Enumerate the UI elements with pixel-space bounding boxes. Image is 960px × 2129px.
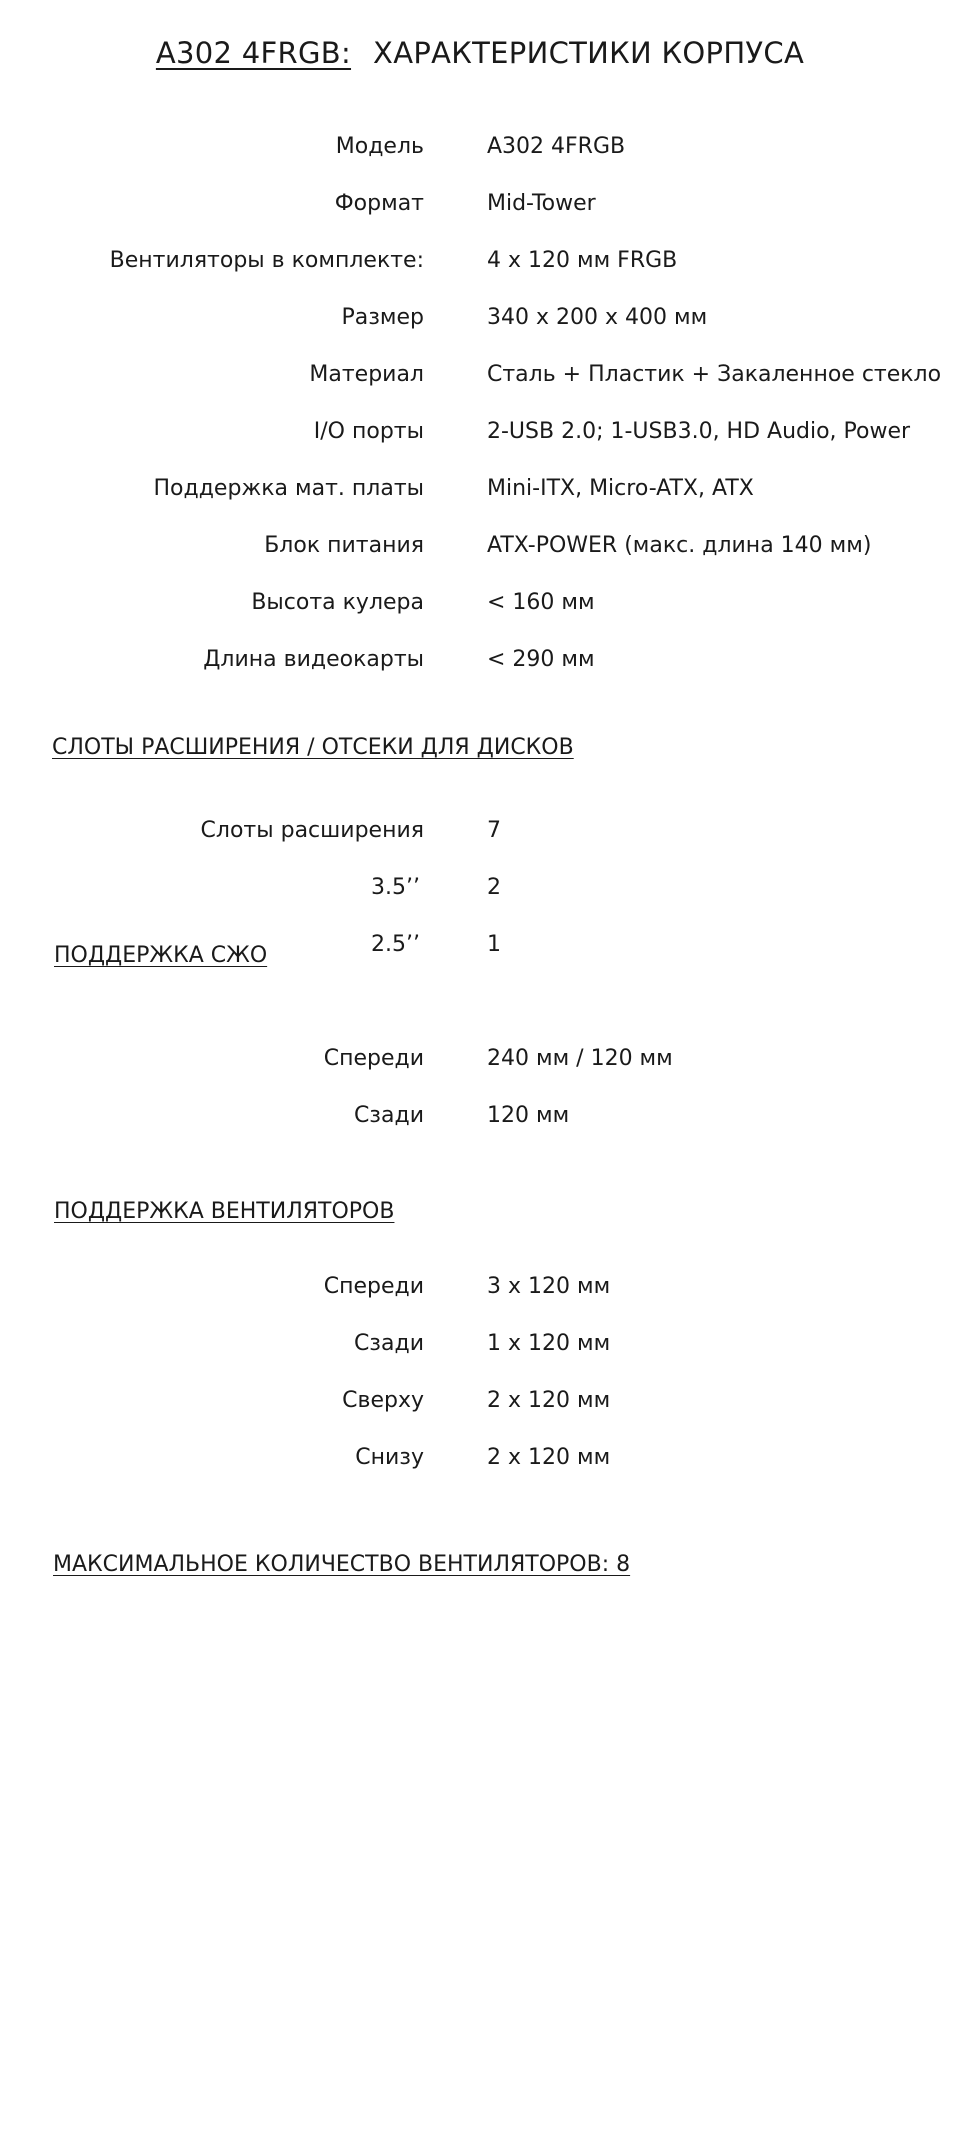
spec-value: A302 4FRGB — [487, 134, 626, 159]
spec-value: 7 — [487, 818, 501, 843]
spec-label: Вентиляторы в комплекте: — [109, 248, 424, 273]
spec-value: 4 x 120 мм FRGB — [487, 248, 678, 273]
spec-label: Спереди — [323, 1046, 424, 1071]
slots-section-heading: СЛОТЫ РАСШИРЕНИЯ / ОТСЕКИ ДЛЯ ДИСКОВ — [52, 735, 574, 760]
aio-row-rear — [0, 1096, 960, 1136]
spec-row-size — [0, 298, 960, 338]
slots-row-expansion — [0, 811, 960, 851]
spec-label: 2.5’’ — [371, 932, 420, 957]
spec-value: 240 мм / 120 мм — [487, 1046, 673, 1071]
spec-row-psu — [0, 526, 960, 566]
spec-value: Сталь + Пластик + Закаленное стекло — [487, 362, 942, 387]
slots-row-35-bays — [0, 868, 960, 908]
spec-value: 120 мм — [487, 1103, 570, 1128]
spec-value: 2 x 120 мм — [487, 1445, 611, 1470]
spec-label: Формат — [334, 191, 424, 216]
spec-label: Поддержка мат. платы — [153, 476, 424, 501]
aio-section-heading: ПОДДЕРЖКА СЖО — [54, 943, 268, 968]
spec-label: Спереди — [323, 1274, 424, 1299]
spec-value: Mid-Tower — [487, 191, 596, 216]
spec-label: I/O порты — [313, 419, 424, 444]
spec-row-model — [0, 127, 960, 167]
spec-label: Модель — [335, 134, 424, 159]
spec-label: Блок питания — [264, 533, 424, 558]
spec-row-format — [0, 184, 960, 224]
spec-label: Сзади — [353, 1331, 424, 1356]
spec-value: ATX-POWER (макс. длина 140 мм) — [487, 533, 872, 558]
spec-label: Размер — [341, 305, 424, 330]
spec-value: 2 — [487, 875, 501, 900]
title-model: A302 4FRGB: — [155, 36, 352, 70]
spec-label: Слоты расширения — [200, 818, 424, 843]
page-title — [0, 36, 960, 70]
spec-value: 2 x 120 мм — [487, 1388, 611, 1413]
spec-row-fans-included — [0, 241, 960, 281]
max-fans-heading: МАКСИМАЛЬНОЕ КОЛИЧЕСТВО ВЕНТИЛЯТОРОВ: 8 — [53, 1552, 631, 1577]
spec-value: 3 x 120 мм — [487, 1274, 611, 1299]
spec-row-io-ports — [0, 412, 960, 452]
spec-label: Снизу — [355, 1445, 424, 1470]
fans-section-heading: ПОДДЕРЖКА ВЕНТИЛЯТОРОВ — [54, 1199, 395, 1224]
spec-value: < 290 мм — [487, 647, 595, 672]
fans-row-bottom — [0, 1438, 960, 1478]
spec-value: 1 x 120 мм — [487, 1331, 611, 1356]
spec-label: Сверху — [342, 1388, 424, 1413]
spec-value: 340 x 200 x 400 мм — [487, 305, 708, 330]
aio-row-front — [0, 1039, 960, 1079]
spec-row-material — [0, 355, 960, 395]
spec-label: 3.5’’ — [371, 875, 420, 900]
fans-row-front — [0, 1267, 960, 1307]
fans-row-rear — [0, 1324, 960, 1364]
spec-value: < 160 мм — [487, 590, 595, 615]
spec-value: 1 — [487, 932, 501, 957]
spec-value: 2-USB 2.0; 1-USB3.0, HD Audio, Power — [487, 419, 911, 444]
spec-label: Длина видеокарты — [203, 647, 424, 672]
spec-label: Материал — [309, 362, 424, 387]
title-text: ХАРАКТЕРИСТИКИ КОРПУСА — [373, 36, 805, 70]
spec-row-gpu-length — [0, 640, 960, 680]
spec-value: Mini-ITX, Micro-ATX, ATX — [487, 476, 754, 501]
spec-row-cooler-height — [0, 583, 960, 623]
fans-row-top — [0, 1381, 960, 1421]
spec-label: Высота кулера — [251, 590, 424, 615]
spec-row-motherboard — [0, 469, 960, 509]
spec-label: Сзади — [353, 1103, 424, 1128]
